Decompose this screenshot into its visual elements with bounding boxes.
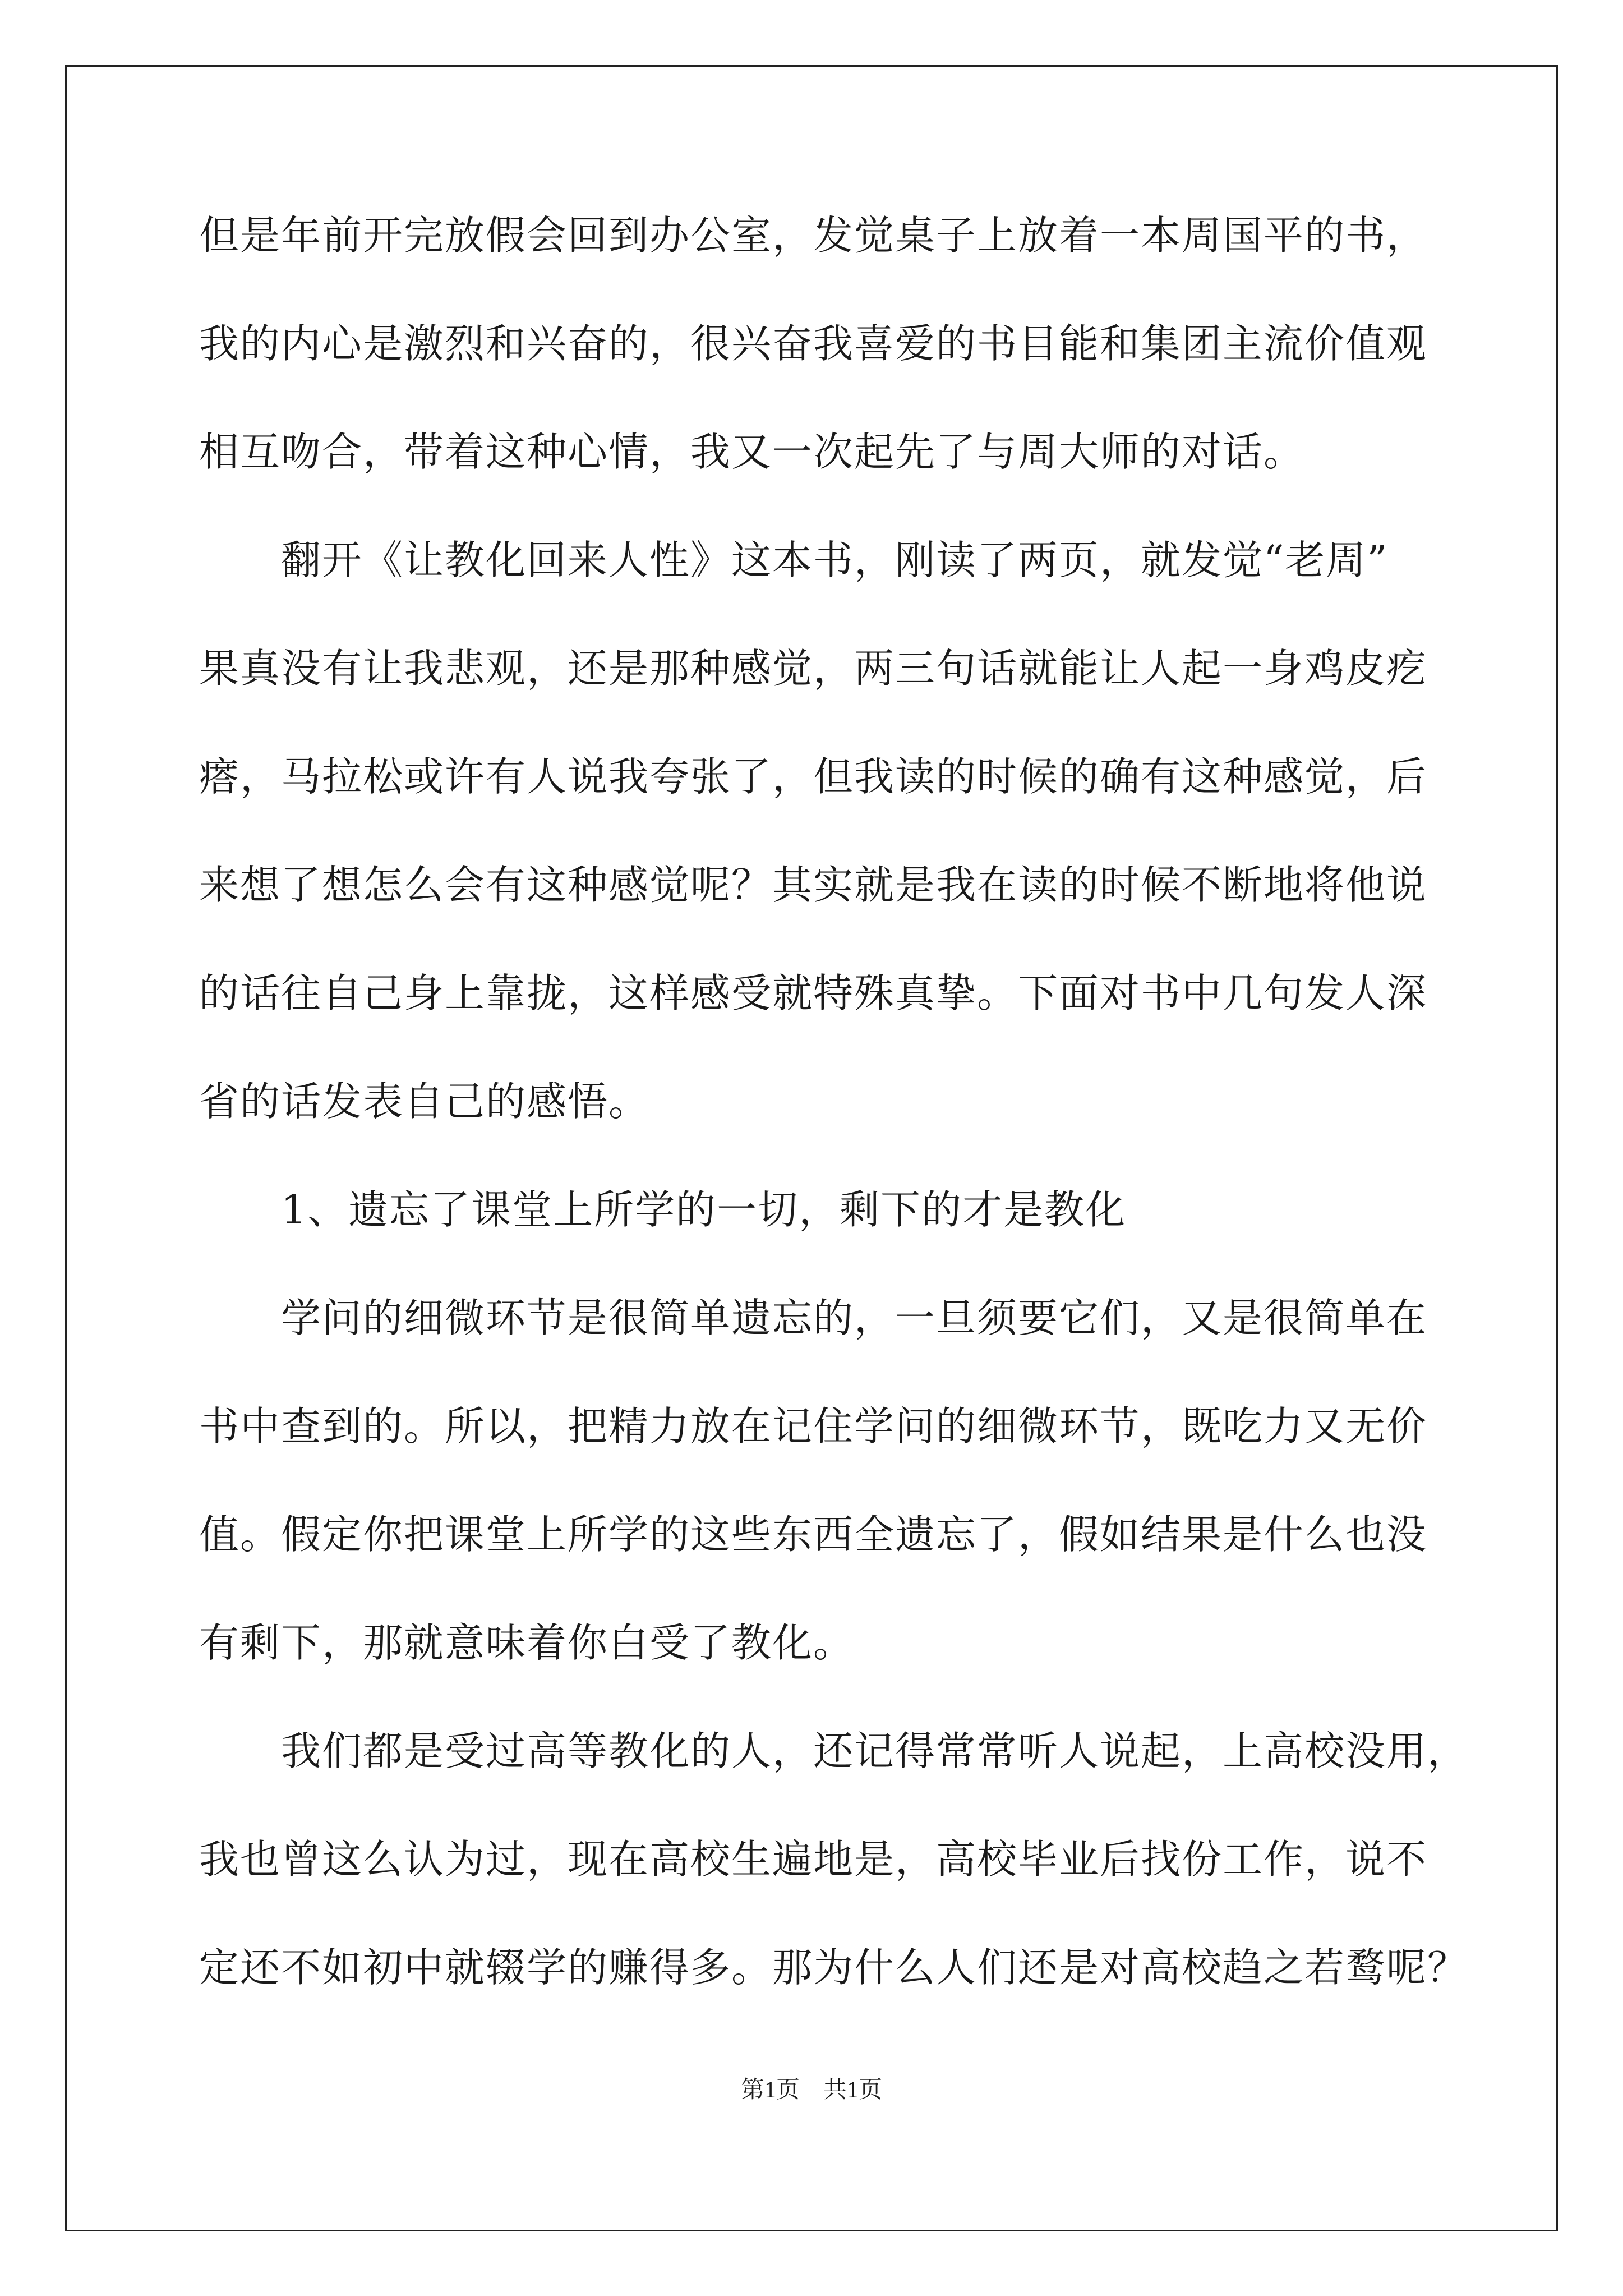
text-line-6: 瘩，马拉松或许有人说我夸张了，但我读的时候的确有这种感觉，后 xyxy=(199,753,1428,800)
text-line-15: 我们都是受过高等教化的人，还记得常常听人说起，上高校没用， xyxy=(199,1728,1469,1774)
text-line-11: 学问的细微环节是很简单遗忘的，一旦须要它们，又是很简单在 xyxy=(199,1295,1428,1341)
page-number-footer: 第1页 共1页 xyxy=(740,2077,882,2103)
text-line-13: 值。假定你把课堂上所学的这些东西全遗忘了，假如结果是什么也没 xyxy=(199,1511,1428,1558)
text-line-8: 的话往自己身上靠拢，这样感受就特殊真挚。下面对书中几句发人深 xyxy=(199,970,1428,1016)
text-line-17: 定还不如初中就辍学的赚得多。那为什么人们还是对高校趋之若鹜呢？ xyxy=(199,1944,1469,1991)
text-line-14: 有剩下，那就意味着你白受了教化。 xyxy=(199,1619,855,1666)
text-line-7: 来想了想怎么会有这种感觉呢？其实就是我在读的时候不断地将他说 xyxy=(199,862,1428,908)
text-line-4: 翻开《让教化回来人性》这本书，刚读了两页，就发觉“老周” xyxy=(199,537,1389,583)
text-line-1: 但是年前开完放假会回到办公室，发觉桌子上放着一本周国平的书， xyxy=(199,212,1428,259)
page-frame xyxy=(65,65,1558,2231)
text-line-5: 果真没有让我悲观，还是那种感觉，两三句话就能让人起一身鸡皮疙 xyxy=(199,645,1428,692)
text-line-9: 省的话发表自己的感悟。 xyxy=(199,1078,650,1125)
text-line-10: 1、遗忘了课堂上所学的一切，剩下的才是教化 xyxy=(199,1186,1127,1233)
text-line-3: 相互吻合，带着这种心情，我又一次起先了与周大师的对话。 xyxy=(199,429,1305,475)
text-line-16: 我也曾这么认为过，现在高校生遍地是，高校毕业后找份工作，说不 xyxy=(199,1836,1428,1883)
text-line-12: 书中查到的。所以，把精力放在记住学问的细微环节，既吃力又无价 xyxy=(199,1403,1428,1450)
text-line-2: 我的内心是激烈和兴奋的，很兴奋我喜爱的书目能和集团主流价值观 xyxy=(199,320,1428,367)
